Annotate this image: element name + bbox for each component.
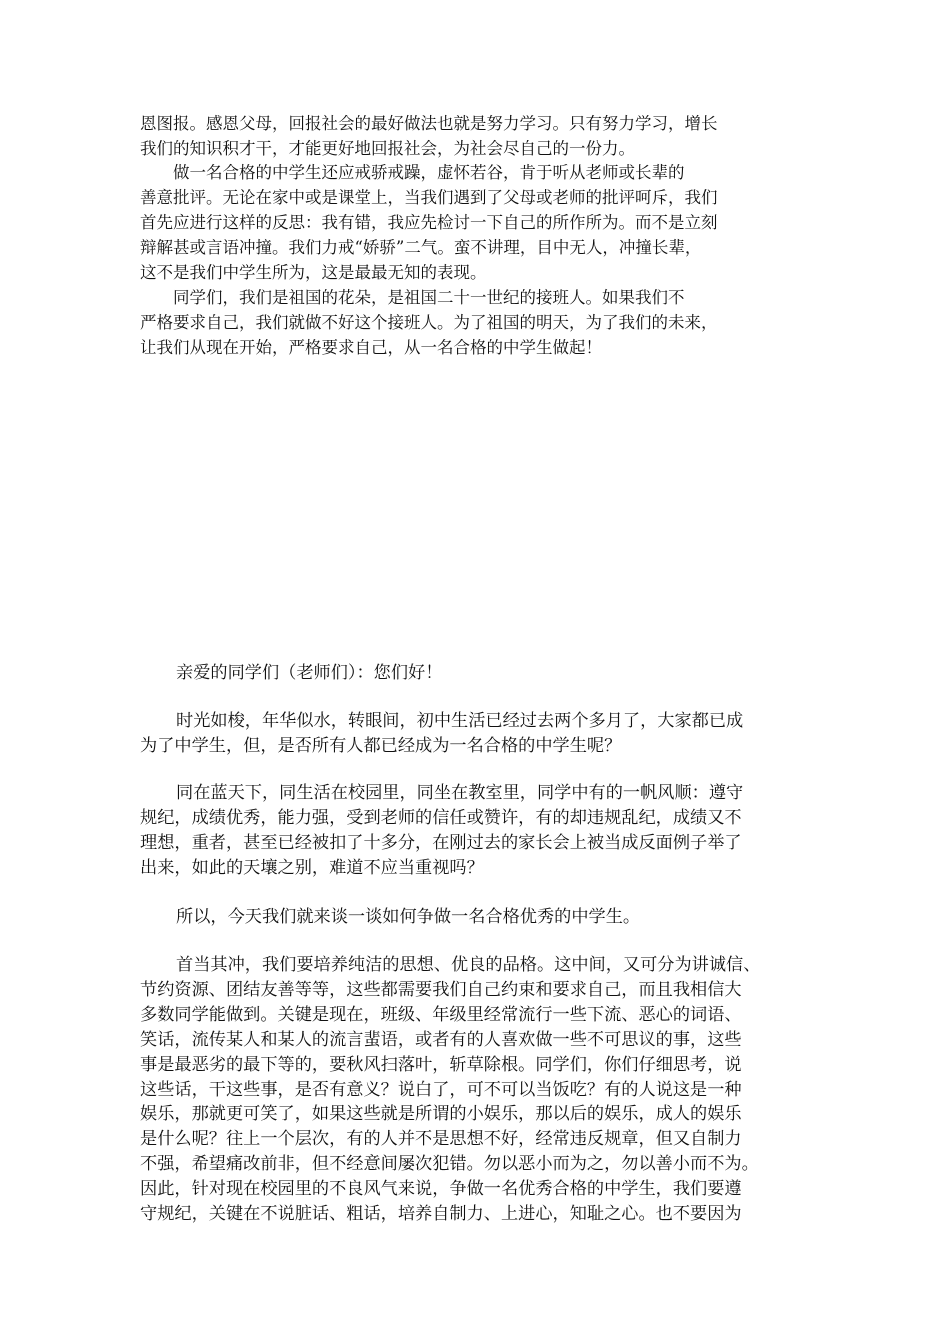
- text-line: 首先应进行这样的反思：我有错，我应先检讨一下自己的所作所为。而不是立刻: [140, 213, 718, 232]
- greeting: 亲爱的同学们（老师们）：您们好！: [176, 663, 443, 683]
- text-line: 节约资源、团结友善等等，这些都需要我们自己约束和要求自己，而且我相信大: [140, 980, 742, 1000]
- text-line: 恩图报。感恩父母，回报社会的最好做法也就是努力学习。只有努力学习，增长: [140, 114, 718, 133]
- text-line: 辩解甚或言语冲撞。我们力戒“娇骄”二气。蛮不讲理，目中无人，冲撞长辈，: [140, 238, 702, 257]
- text-line: 笑话，流传某人和某人的流言蜚语，或者有的人喜欢做一些不可思议的事，这些: [140, 1030, 742, 1050]
- text-line: 这不是我们中学生所为，这是最最无知的表现。: [140, 263, 487, 282]
- text-line: 所以，今天我们就来谈一谈如何争做一名合格优秀的中学生。: [176, 907, 641, 927]
- text-line: 让我们从现在开始，严格要求自己，从一名合格的中学生做起！: [140, 338, 602, 357]
- text-line: 理想，重者，甚至已经被扣了十多分，在刚过去的家长会上被当成反面例子举了: [140, 833, 742, 853]
- text-line: 不强，希望痛改前非，但不经意间屡次犯错。勿以恶小而为之，勿以善小而不为。: [140, 1154, 759, 1174]
- text-line: 是什么呢？往上一个层次，有的人并不是思想不好，经常违反规章，但又自制力: [140, 1129, 742, 1149]
- text-line: 同学们，我们是祖国的花朵，是祖国二十一世纪的接班人。如果我们不: [140, 288, 685, 307]
- text-line: 严格要求自己，我们就做不好这个接班人。为了祖国的明天，为了我们的未来，: [140, 313, 718, 332]
- text-line: 为了中学生，但，是否所有人都已经成为一名合格的中学生呢？: [140, 736, 622, 756]
- text-line: 时光如梭，年华似水，转眼间，初中生活已经过去两个多月了，大家都已成: [176, 711, 744, 731]
- text-line: 事是最恶劣的最下等的，要秋风扫落叶，斩草除根。同学们，你们仔细思考，说: [140, 1055, 742, 1075]
- text-line: 这些话，干这些事，是否有意义？说白了，可不可以当饭吃？有的人说这是一种: [140, 1080, 742, 1100]
- text-line: 善意批评。无论在家中或是课堂上，当我们遇到了父母或老师的批评呵斥，我们: [140, 188, 718, 207]
- text-line: 多数同学能做到。关键是现在，班级、年级里经常流行一些下流、恶心的词语、: [140, 1005, 742, 1025]
- text-line: 首当其冲，我们要培养纯洁的思想、优良的品格。这中间，又可分为讲诚信、: [176, 955, 761, 975]
- text-line: 同在蓝天下，同生活在校园里，同坐在教室里，同学中有的一帆风顺：遵守: [176, 783, 744, 803]
- text-line: 出来，如此的天壤之别，难道不应当重视吗？: [140, 858, 484, 878]
- text-line: 做一名合格的中学生还应戒骄戒躁，虚怀若谷，肯于听从老师或长辈的: [140, 163, 685, 182]
- text-line: 规纪，成绩优秀，能力强，受到老师的信任或赞许，有的却违规乱纪，成绩又不: [140, 808, 742, 828]
- text-line: 因此，针对现在校园里的不良风气来说，争做一名优秀合格的中学生，我们要遵: [140, 1179, 742, 1199]
- text-line: 守规纪，关键在不说脏话、粗话，培养自制力、上进心，知耻之心。也不要因为: [140, 1204, 742, 1224]
- text-line: 娱乐，那就更可笑了，如果这些就是所谓的小娱乐，那以后的娱乐，成人的娱乐: [140, 1104, 742, 1124]
- text-line: 我们的知识积才干，才能更好地回报社会，为社会尽自己的一份力。: [140, 139, 635, 158]
